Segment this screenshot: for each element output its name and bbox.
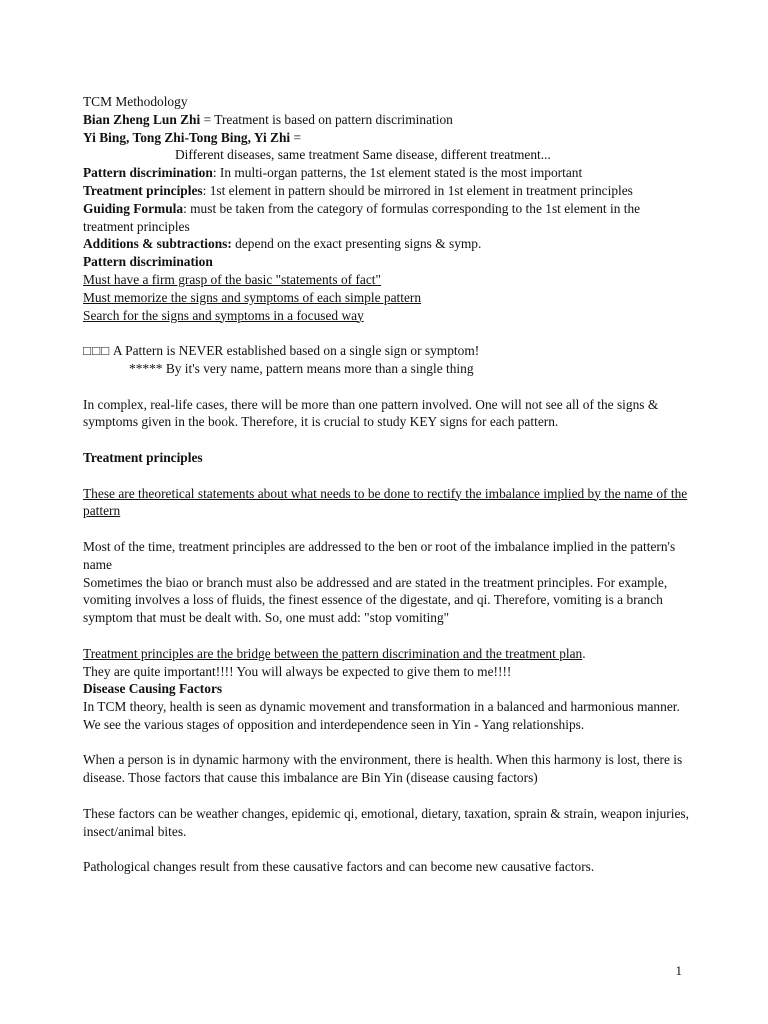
heading-treatment-principles: Treatment principles xyxy=(83,449,203,465)
underlined-point: Must memorize the signs and symptoms of each simple pattern xyxy=(83,289,422,305)
underlined-statement-line xyxy=(83,645,693,663)
term: Treatment principles xyxy=(83,182,203,198)
warning-text: A Pattern is NEVER established based on a single sign or symptom! xyxy=(110,343,480,359)
document-title: TCM Methodology xyxy=(83,94,188,109)
term: Bian Zheng Lun Zhi xyxy=(83,111,201,127)
underlined-point: Must have a firm grasp of the basic "statements of fact" xyxy=(83,271,381,287)
paragraph: These factors can be weather changes, epidemic qi, emotional, dietary, taxation, sprain & strain, weapon injuries, insect/animal bites. xyxy=(83,805,689,839)
definition-yi-bing xyxy=(83,129,693,147)
page-number: 1 xyxy=(675,963,682,978)
term: Pattern discrimination xyxy=(83,165,213,181)
warning-line xyxy=(83,342,693,360)
stars-note: ***** By it's very name, pattern means more than a single thing xyxy=(129,360,474,376)
paragraph: They are quite important!!!! You will always be expected to give them to me!!!! xyxy=(83,663,512,679)
placeholder-box-glyphs: □□□ xyxy=(83,343,111,359)
definition-text: : 1st element in pattern should be mirrored in 1st element in treatment principles xyxy=(202,182,633,198)
definition-text: = xyxy=(290,129,302,145)
paragraph: In TCM theory, health is seen as dynamic movement and transformation in a balanced and harmonious manner. We see the various stages of opposition and interdependence seen in Yin - Yang relationships. xyxy=(83,699,680,732)
definition-additions-subtractions xyxy=(83,235,693,253)
paragraph: In complex, real-life cases, there will be more than one pattern involved. One will not see all of the signs & symptoms given in the book. Therefore, it is crucial to study KEY signs for each pattern. xyxy=(83,396,659,430)
definition-pattern-discrimination xyxy=(83,164,693,182)
paragraph: When a person is in dynamic harmony with the environment, there is health. When this harmony is lost, there is disease. Those factors that cause this imbalance are Bin Yin (disease causing factors) xyxy=(83,752,683,786)
underlined-point: Search for the signs and symptoms in a focused way xyxy=(83,307,364,323)
definition-guiding-formula xyxy=(83,200,693,236)
paragraph: Most of the time, treatment principles are addressed to the ben or root of the imbalance implied in the pattern's name xyxy=(83,538,676,572)
definition-text: : In multi-organ patterns, the 1st element stated is the most important xyxy=(212,165,583,181)
definition-text: depend on the exact presenting signs & symp. xyxy=(231,236,482,252)
term: Additions & subtractions: xyxy=(83,236,232,252)
definition-yi-bing-meaning: Different diseases, same treatment Same disease, different treatment... xyxy=(175,147,551,163)
paragraph: Sometimes the biao or branch must also be addressed and are stated in the treatment principles. For example, vomiting involves a loss of fluids, the finest essence of the digestate, and qi. Therefore, vomiting is a branch symptom that must be dealt with. So, one must add: "stop vomiting" xyxy=(83,574,668,626)
definition-treatment-principles xyxy=(83,182,693,200)
definition-text: : must be taken from the category of formulas corresponding to the 1st element in the treatment principles xyxy=(83,200,641,234)
term: Yi Bing, Tong Zhi-Tong Bing, Yi Zhi xyxy=(83,129,291,145)
period: . xyxy=(582,645,586,661)
definition-bian-zheng xyxy=(83,111,693,129)
heading-pattern-discrimination: Pattern discrimination xyxy=(83,254,213,270)
definition-text: = Treatment is based on pattern discrimination xyxy=(200,111,453,127)
underlined-statement: These are theoretical statements about what needs to be done to rectify the imbalance implied by the name of the pattern xyxy=(83,485,688,519)
heading-disease-causing-factors: Disease Causing Factors xyxy=(83,681,223,697)
paragraph: Pathological changes result from these causative factors and can become new causative factors. xyxy=(83,859,595,875)
document-page xyxy=(83,93,693,876)
term: Guiding Formula xyxy=(83,200,184,216)
underlined-statement: Treatment principles are the bridge between the pattern discrimination and the treatment plan xyxy=(83,645,583,661)
